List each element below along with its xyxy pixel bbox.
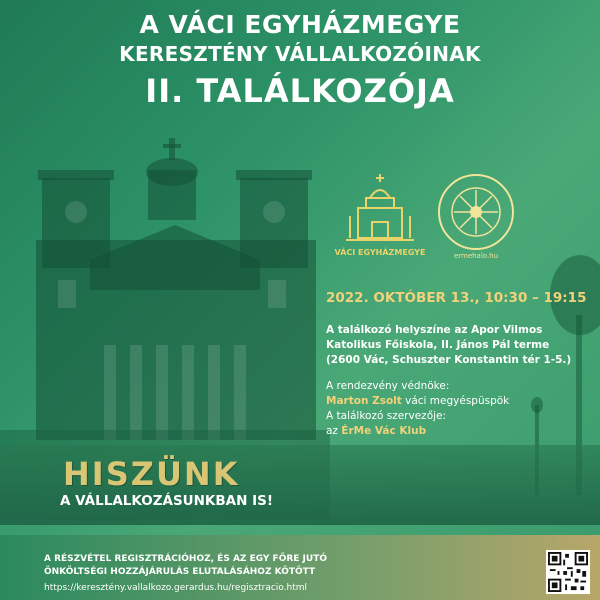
club-caption: ermehalo.hu [453,252,499,260]
registration-line-2: ÖNKÖLTSÉGI HOZZÁJÁRULÁS ELUTALÁSÁHOZ KÖTÖTT [44,567,316,577]
event-date: 2022. OKTÓBER 13., 10:30 – 19:15 [326,290,587,306]
registration-url[interactable]: https://keresztény.vallalkozo.gerardus.hu/regisztracio.html [44,583,307,593]
organizer-line [326,424,596,439]
organizer-label: A találkozó szervezője: [326,410,447,422]
patron-line [326,394,596,409]
registration-note [44,553,327,579]
diocese-caption: VÁCI EGYHÁZMEGYE [334,248,426,257]
organizer-name: ÉrMe Vác Klub [341,425,427,437]
slogan-subline: A VÁLLALKOZÁSUNKBAN IS! [60,493,274,509]
patron-role: váci megyéspüspök [401,395,510,407]
diocese-logo [334,170,426,257]
patron-name: Marton Zsolt [326,395,402,407]
erme-seal-icon [436,172,516,252]
title-line-1: A VÁCI EGYHÁZMEGYE [139,10,461,39]
basilica-logo-icon [340,170,420,246]
event-info [326,379,596,439]
slogan-headline: HISZÜNK [63,455,240,493]
place-line-1: A találkozó helyszíne az Apor Vilmos [326,324,543,336]
registration-line-1: A RÉSZVÉTEL REGISZTRÁCIÓHOZ, ÉS AZ EGY FŐRE JUTÓ [44,554,328,564]
organizer-prefix: az [326,425,342,437]
title-line-2: KERESZTÉNY VÁLLALKOZÓINAK [119,42,481,66]
event-place [326,323,596,368]
place-line-2: Katolikus Főiskola, II. János Pál terme [326,339,550,351]
place-line-3: (2600 Vác, Schuszter Konstantin tér 1-5.) [326,354,572,366]
qr-code[interactable] [546,550,590,594]
patron-label: A rendezvény védnöke: [326,380,450,392]
title-line-3: II. TALÁLKOZÓJA [145,72,455,110]
club-logo [436,172,516,260]
qr-code-icon [548,552,588,592]
